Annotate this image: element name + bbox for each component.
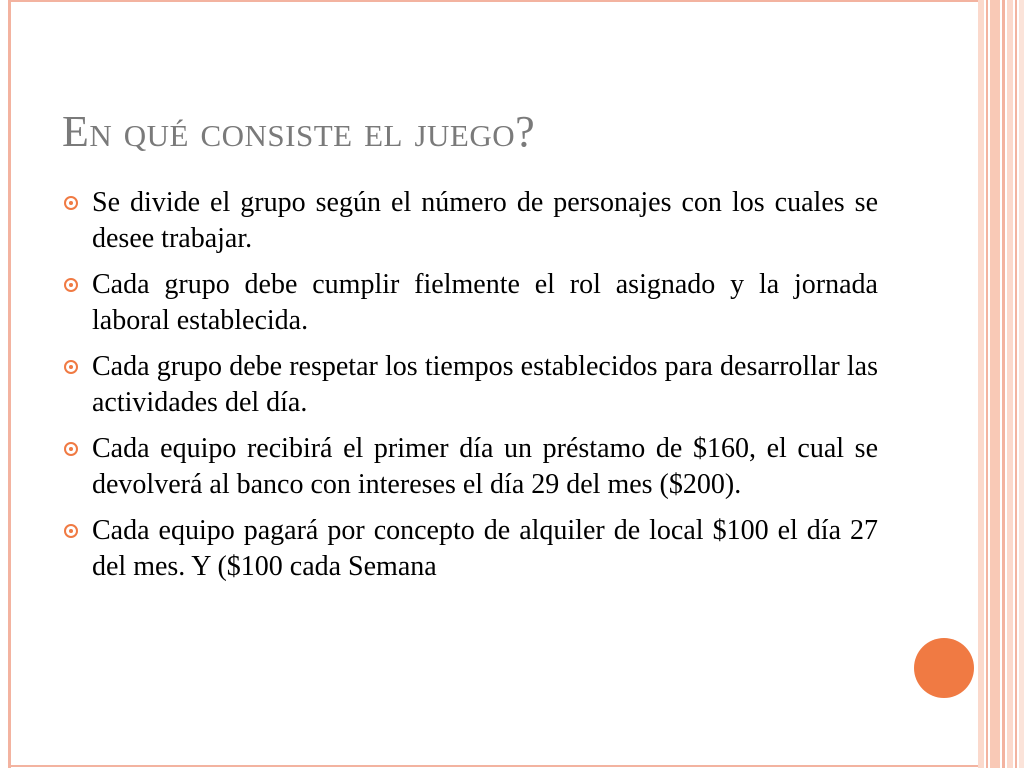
bullet-text: Cada grupo debe cumplir fielmente el rol asignado y la jornada laboral establecida. — [92, 269, 878, 336]
decorative-circle — [914, 638, 974, 698]
bullet-text: Cada equipo pagará por concepto de alquiler de local $100 el día 27 del mes. Y ($100 cada Semana — [92, 515, 878, 582]
frame-top-border — [8, 0, 978, 2]
list-item — [62, 513, 878, 585]
bullet-text: Cada equipo recibirá el primer día un préstamo de $160, el cual se devolverá al banco con intereses el día 29 del mes ($200). — [92, 433, 878, 500]
circle-bullet-icon — [64, 196, 78, 210]
slide-title: En qué consiste el juego? — [62, 107, 536, 156]
bullet-text: Se divide el grupo según el número de personajes con los cuales se desee trabajar. — [92, 187, 878, 254]
frame-left-border — [8, 0, 11, 768]
list-item — [62, 431, 878, 503]
list-item — [62, 267, 878, 339]
circle-bullet-icon — [64, 442, 78, 456]
bullet-text: Cada grupo debe respetar los tiempos establecidos para desarrollar las actividades del día. — [92, 351, 878, 418]
frame-bottom-border — [8, 765, 978, 767]
list-item — [62, 349, 878, 421]
bullet-list — [62, 185, 878, 595]
decorative-stripes — [976, 0, 1024, 768]
circle-bullet-icon — [64, 524, 78, 538]
circle-bullet-icon — [64, 360, 78, 374]
list-item — [62, 185, 878, 257]
circle-bullet-icon — [64, 278, 78, 292]
